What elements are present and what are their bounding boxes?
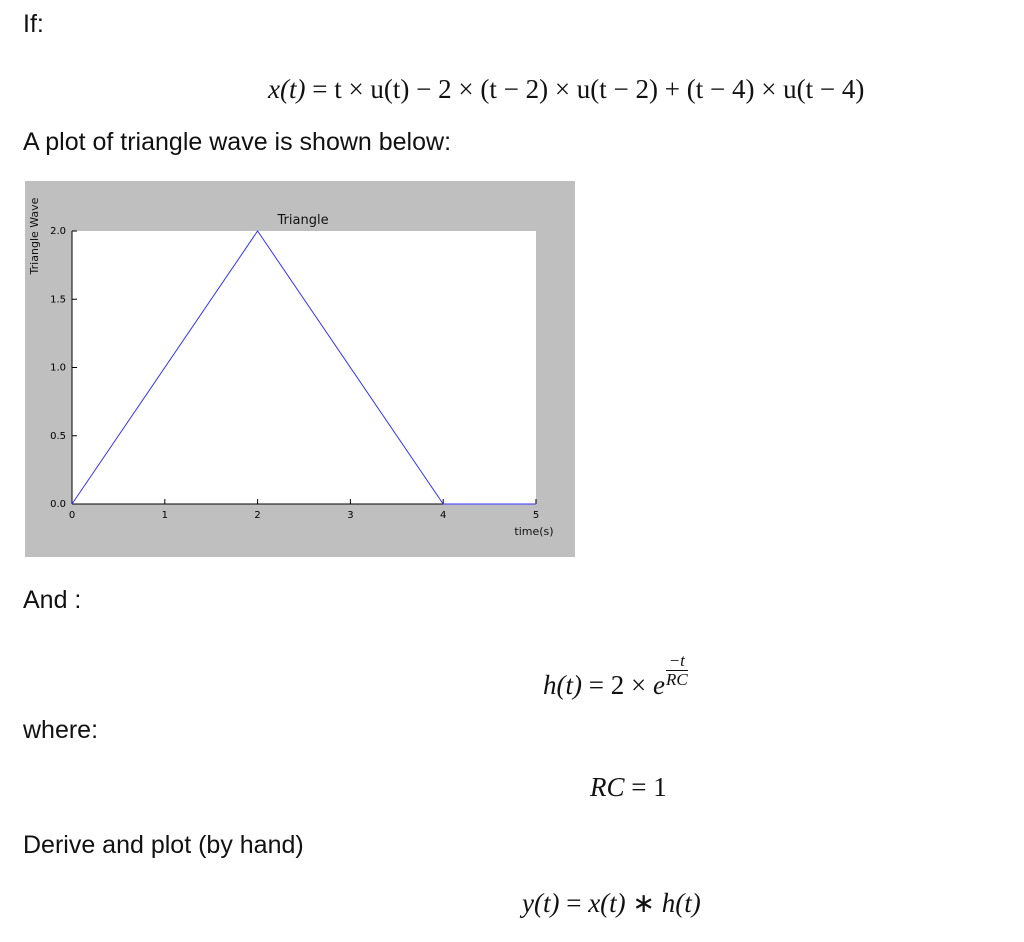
x-axis-label: time(s)	[514, 525, 554, 538]
y-def-h: h(t)	[661, 888, 701, 918]
x-def-rhs: = t × u(t) − 2 × (t − 2) × u(t − 2) + (t − 4) × u(t − 4)	[312, 74, 865, 104]
h-exp-numerator: −t	[666, 652, 688, 671]
plot-caption: A plot of triangle wave is shown below:	[23, 128, 452, 156]
plot-area	[72, 231, 536, 504]
where-label: where:	[23, 716, 99, 744]
y-axis-label: Triangle Wave	[28, 197, 41, 275]
x-def-lhs: x(t)	[268, 74, 306, 104]
h-def-lhs: h(t)	[543, 670, 582, 701]
y-tick-label: 0.5	[50, 430, 66, 442]
y-tick-label: 0.0	[50, 499, 66, 510]
x-tick-label: 5	[532, 510, 540, 521]
h-def-exponent	[666, 652, 688, 689]
y-def-convolution-star: ∗	[625, 888, 662, 918]
x-tick-label: 2	[254, 510, 261, 521]
rc-definition	[590, 772, 667, 803]
h-def-middle: = 2 ×	[588, 670, 653, 701]
x-definition	[268, 74, 864, 105]
h-definition	[543, 652, 688, 701]
triangle-wave-chart	[25, 181, 575, 557]
h-exp-denominator: RC	[665, 669, 688, 689]
chart-title: Triangle	[277, 213, 329, 228]
x-tick-label: 3	[347, 510, 354, 521]
rc-def-rhs: = 1	[631, 772, 667, 802]
and-label: And :	[23, 586, 82, 614]
h-def-base: e	[652, 670, 665, 701]
x-tick-label: 0	[68, 510, 76, 521]
y-def-x: x(t)	[588, 888, 626, 918]
y-def-middle: =	[566, 888, 589, 918]
y-tick-label: 2.0	[50, 226, 66, 237]
y-tick-label: 1.0	[50, 362, 66, 374]
x-tick-label: 1	[161, 510, 168, 521]
x-tick-label: 4	[440, 510, 447, 521]
y-definition	[522, 888, 701, 919]
rc-def-lhs: RC	[590, 772, 625, 802]
intro-text: If:	[23, 10, 44, 38]
y-def-lhs: y(t)	[522, 888, 560, 918]
task-text: Derive and plot (by hand)	[23, 831, 304, 859]
y-tick-label: 1.5	[50, 294, 66, 306]
